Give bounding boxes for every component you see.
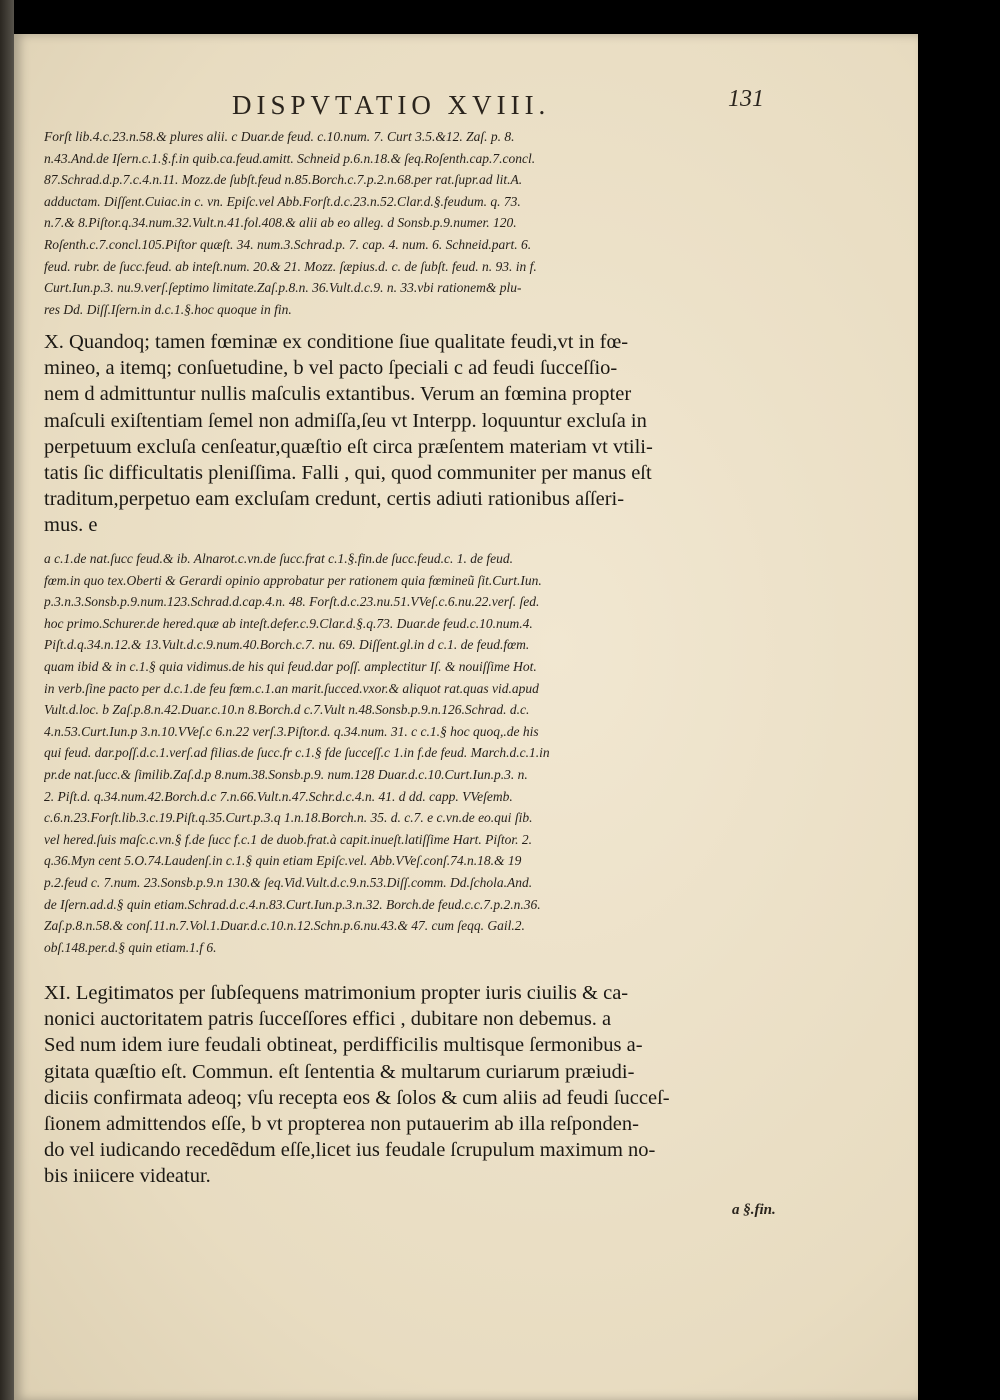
running-head: DISPVTATIO XVIII. — [232, 90, 551, 120]
text-line: tatis ſic difficultatis pleniſſima. Falli , qui, quod communiter per manus eſt — [44, 461, 652, 484]
note-line: quam ibid & in c.1.§ quia vidimus.de his qui feud.dar poſſ. amplectitur Iſ. & nouiſſime Hot. — [44, 658, 537, 674]
text-line: bis iniicere videatur. — [44, 1165, 211, 1188]
note-line: 87.Schrad.d.p.7.c.4.n.11. Mozz.de ſubſt.feud n.85.Borch.c.7.p.2.n.68.per rat.ſupr.ad lit.A. — [44, 172, 523, 188]
note-line: 4.n.53.Curt.Iun.p 3.n.10.VVeſ.c 6.n.22 verſ.3.Piſtor.d. q.34.num. 31. c c.1.§ hoc quoq,.de his — [44, 723, 539, 739]
text-line: maſculi exiſtentiam ſemel non admiſſa,ſeu vt Interpp. loquuntur excluſa in — [44, 409, 647, 432]
text-line: diciis confirmata adeoq; vſu recepta eos & ſolos & cum aliis ad feudi ſucceſ- — [44, 1086, 670, 1109]
note-line: Zaſ.p.8.n.58.& conſ.11.n.7.Vol.1.Duar.d.c.10.n.12.Schn.p.6.nu.43.& 47. cum ſeqq. Gail.2. — [44, 918, 525, 934]
scanner-edge — [0, 0, 14, 1400]
note-line: in verb.ſine pacto per d.c.1.de feu fœm.c.1.an marit.ſucced.vxor.& aliquot rat.quas vid.apud — [44, 680, 539, 696]
text-line: X. Quandoq; tamen fœminæ ex conditione ſiue qualitate feudi,vt in fœ- — [44, 331, 629, 353]
text-line: nonici auctoritatem patris ſucceſſores effici , dubitare non debemus. a — [44, 1008, 612, 1031]
text-line: ſionem admittendos eſſe, b vt propterea non putauerim ab illa reſponden- — [44, 1112, 639, 1135]
note-line: pr.de nat.ſucc.& ſimilib.Zaſ.d.p 8.num.38.Sonsb.p.9. num.128 Duar.d.c.10.Curt.Iun.p.3. n. — [44, 766, 528, 782]
note-line: a c.1.de nat.ſucc feud.& ib. Alnarot.c.vn.de ſucc.frat c.1.§.fin.de ſucc.feud.c. 1. de feud. — [44, 551, 513, 566]
footnotes-middle — [44, 548, 784, 958]
note-line: Forſt lib.4.c.23.n.58.& plures alii. c Duar.de feud. c.10.num. 7. Curt 3.5.&12. Zaſ. p. 8. — [44, 129, 515, 144]
text-line: mineo, a itemq; conſuetudine, b vel pacto ſpeciali c ad feudi ſucceſſio- — [44, 357, 618, 380]
note-line: p.2.feud c. 7.num. 23.Sonsb.p.9.n 130.& ſeq.Vid.Vult.d.c.9.n.53.Diſſ.comm. Dd.ſchola.And. — [44, 874, 533, 890]
note-line: obſ.148.per.d.§ quin etiam.1.f 6. — [44, 939, 217, 955]
page-number: 131 — [728, 86, 764, 112]
note-line: feud. rubr. de ſucc.feud. ab inteſt.num. 20.& 21. Mozz. ſæpius.d. c. de ſubſt. feud. n. 93. in f. — [44, 258, 537, 274]
note-line: n.7.& 8.Piſtor.q.34.num.32.Vult.n.41.fol.408.& alii ab eo alleg. d Sonsb.p.9.numer. 120. — [44, 215, 517, 231]
note-line: c.6.n.23.Forſt.lib.3.c.19.Piſt.q.35.Curt.p.3.q 1.n.18.Borch.n. 35. d. c.7. e c.vn.de eo.qui ſib. — [44, 810, 533, 826]
note-line: Piſt.d.q.34.n.12.& 13.Vult.d.c.9.num.40.Borch.c.7. nu. 69. Diſſent.gl.in d c.1. de feud.fœm. — [44, 637, 530, 653]
footnotes-top — [44, 126, 784, 320]
text-line: mus. e — [44, 514, 98, 537]
book-page — [14, 34, 918, 1400]
note-line: Vult.d.loc. b Zaſ.p.8.n.42.Duar.c.10.n 8.Borch.d c.7.Vult n.48.Sonsb.p.9.n.126.Schrad. d.c. — [44, 702, 530, 718]
note-line: vel hered.ſuis maſc.c.vn.§ f.de ſucc f.c.1 de duob.frat.à capit.inueſt.latiſſime Hart. Piſtor. 2. — [44, 831, 533, 847]
catchword: a §.fin. — [732, 1202, 776, 1218]
text-line: do vel iudicando recedẽdum eſſe,licet ius feudale ſcrupulum maximum no- — [44, 1139, 656, 1162]
note-line: q.36.Myn cent 5.O.74.Laudenſ.in c.1.§ quin etiam Epiſc.vel. Abb.VVeſ.conſ.74.n.18.& 19 — [44, 853, 522, 869]
note-line: qui feud. dar.poſſ.d.c.1.verſ.ad filias.de ſucc.fr c.1.§ fde ſucceſſ.c 1.in f.de feud. March.d.c.1.in — [44, 745, 550, 761]
note-line: 2. Piſt.d. q.34.num.42.Borch.d.c 7.n.66.Vult.n.47.Schr.d.c.4.n. 41. d dd. capp. VVeſemb. — [44, 788, 513, 804]
text-line: nem d admittuntur nullis maſculis extantibus. Verum an fœmina propter — [44, 383, 632, 406]
note-line: fœm.in quo tex.Oberti & Gerardi opinio approbatur per rationem quia fœmineũ ſit.Curt.Iun. — [44, 572, 542, 588]
paragraph-x — [44, 329, 784, 539]
note-line: adductam. Diſſent.Cuiac.in c. vn. Epiſc.vel Abb.Forſt.d.c.23.n.52.Clar.d.§.feudum. q. 73. — [44, 193, 521, 209]
text-line: traditum,perpetuo eam excluſam credunt, certis adiuti rationibus aſſeri- — [44, 488, 625, 511]
note-line: p.3.n.3.Sonsb.p.9.num.123.Schrad.d.cap.4.n. 48. Forſt.d.c.23.nu.51.VVeſ.c.6.nu.22.verſ. ſed. — [44, 594, 540, 610]
page-header — [14, 86, 918, 126]
text-line: perpetuum excluſa cenſeatur,quæſtio eſt circa præſentem materiam vt vtili- — [44, 435, 653, 458]
note-line: n.43.And.de Iſern.c.1.§.f.in quib.ca.feud.amitt. Schneid p.6.n.18.& ſeq.Roſenth.cap.7.concl. — [44, 150, 536, 166]
text-line: gitata quæſtio eſt. Commun. eſt ſententia & multarum curiarum præiudi- — [44, 1060, 635, 1083]
note-line: hoc primo.Schurer.de hered.quæ ab inteſt.defer.c.9.Clar.d.§.q.73. Duar.de feud.c.10.num.4. — [44, 615, 533, 631]
note-line: res Dd. Diſſ.Iſern.in d.c.1.§.hoc quoque in fin. — [44, 301, 292, 317]
text-line: XI. Legitimatos per ſubſequens matrimonium propter iuris ciuilis & ca- — [44, 982, 629, 1004]
note-line: Curt.Iun.p.3. nu.9.verſ.ſeptimo limitate.Zaſ.p.8.n. 36.Vult.d.c.9. n. 33.vbi rationem& plu- — [44, 280, 522, 296]
note-line: de Iſern.ad.d.§ quin etiam.Schrad.d.c.4.n.83.Curt.Iun.p.3.n.32. Borch.de feud.c.c.7.p.2.n.36. — [44, 896, 541, 912]
paragraph-xi — [44, 980, 784, 1190]
text-line: Sed num idem iure feudali obtineat, perdifficilis multisque ſermonibus a- — [44, 1034, 643, 1057]
note-line: Roſenth.c.7.concl.105.Piſtor quæſt. 34. num.3.Schrad.p. 7. cap. 4. num. 6. Schneid.part. 6. — [44, 236, 532, 252]
